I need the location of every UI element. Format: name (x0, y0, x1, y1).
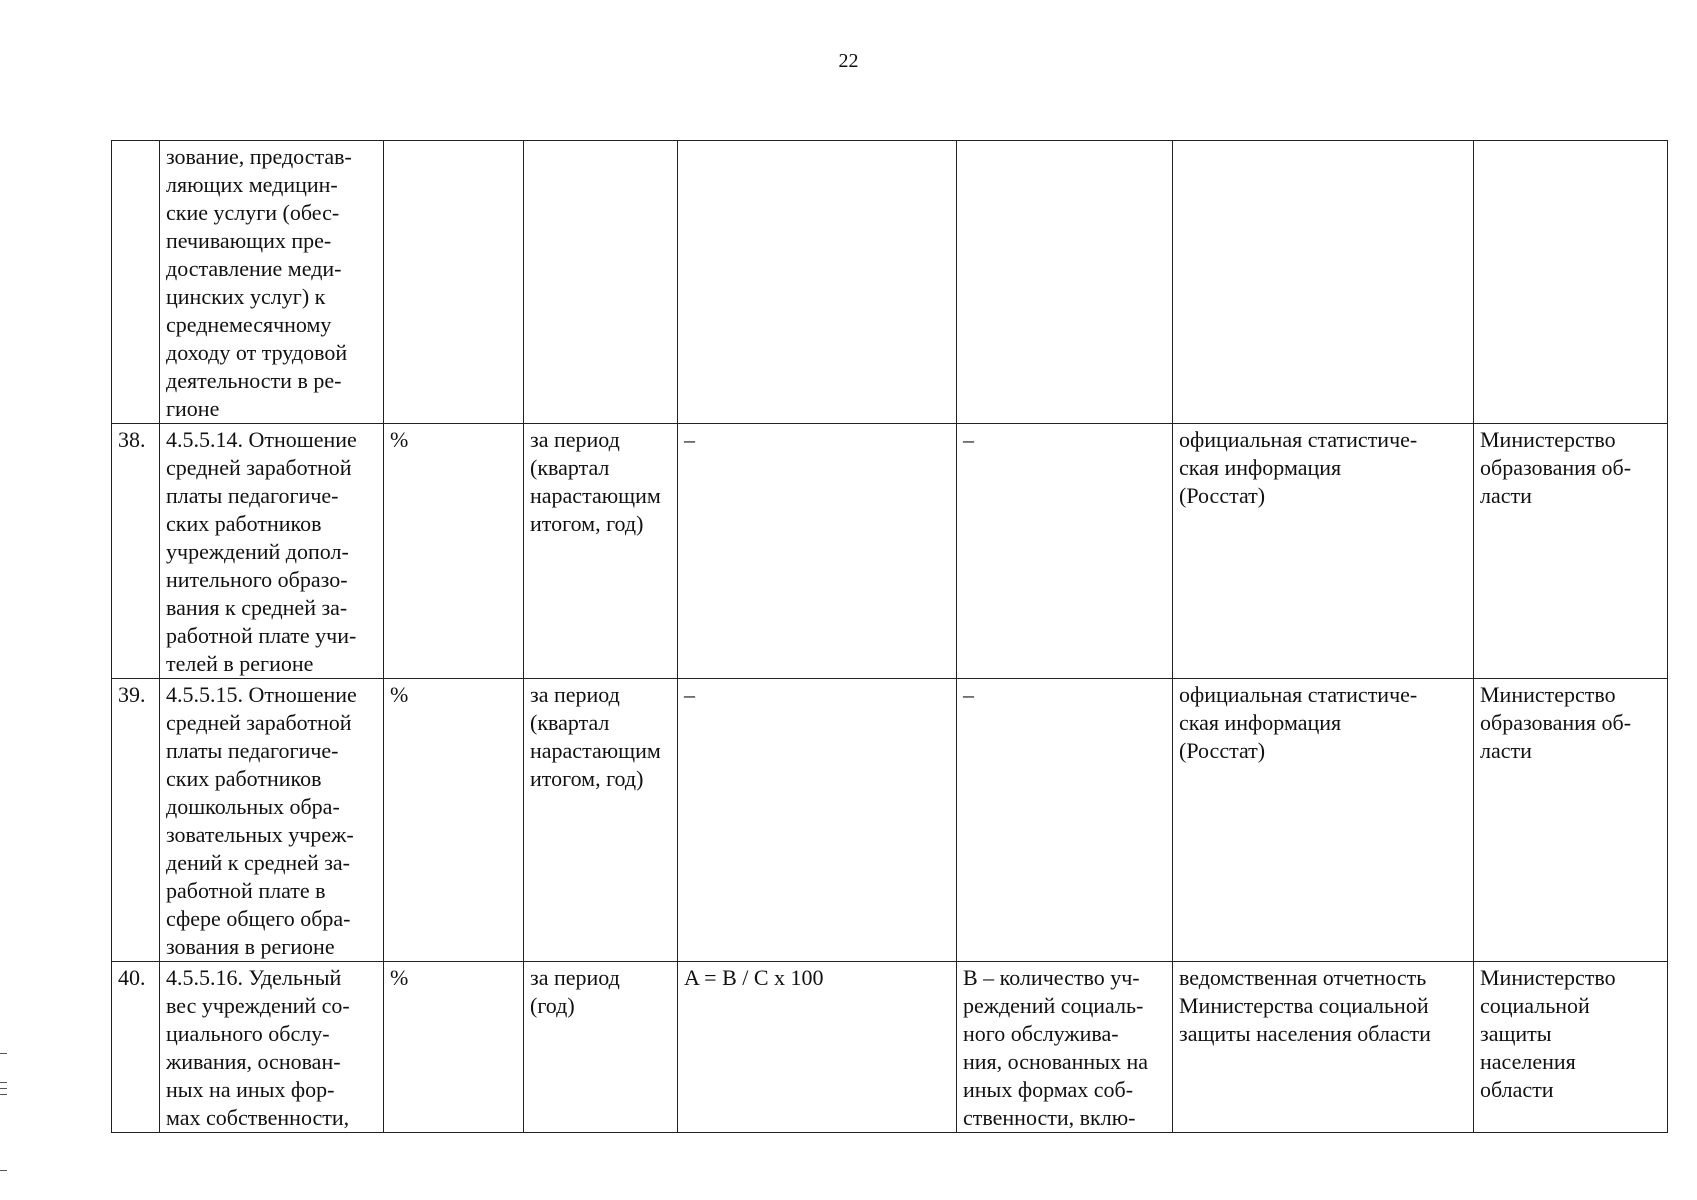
variables-cell: B – количество уч- реждений социаль- ного обслужива- ния, основанных на иных формах соб- ственности, вклю- (957, 962, 1173, 1133)
unit-cell (384, 141, 524, 424)
row-number (112, 141, 160, 424)
source-cell: официальная статистиче- ская информация (Росстат) (1173, 424, 1474, 679)
responsible-cell (1474, 141, 1668, 424)
period-cell (524, 141, 678, 424)
source-cell: ведомственная отчетность Министерства социальной защиты населения области (1173, 962, 1474, 1133)
indicator-cell: 4.5.5.14. Отношение средней заработной платы педагогиче- ских работников учреждений допол- нительного образо- вания к средней за- работной плате учи- телей в регионе (160, 424, 384, 679)
period-cell: за период (квартал нарастающим итогом, год) (524, 679, 678, 962)
unit-cell: % (384, 424, 524, 679)
indicator-cell: зование, предостав- ляющих медицин- ские услуги (обес- печивающих пре- доставление меди- цинских услуг) к среднемесячному доходу от трудовой деятельности в ре- гионе (160, 141, 384, 424)
variables-cell: – (957, 679, 1173, 962)
responsible-cell: Министерство образования об- ласти (1474, 679, 1668, 962)
source-cell (1173, 141, 1474, 424)
variables-cell: – (957, 424, 1173, 679)
table-row (112, 141, 1668, 424)
formula-cell (678, 141, 957, 424)
unit-cell: % (384, 962, 524, 1133)
source-cell: официальная статистиче- ская информация (Росстат) (1173, 679, 1474, 962)
indicator-cell: 4.5.5.15. Отношение средней заработной платы педагогиче- ских работников дошкольных обра- зовательных учреж- дений к средней за- работной плате в сфере общего обра- зования в регионе (160, 679, 384, 962)
margin-tick (0, 1088, 7, 1089)
row-number: 40. (112, 962, 160, 1133)
table-row (112, 962, 1668, 1133)
unit-cell: % (384, 679, 524, 962)
row-number: 38. (112, 424, 160, 679)
responsible-cell: Министерство социальной защиты населения области (1474, 962, 1668, 1133)
indicator-cell: 4.5.5.16. Удельный вес учреждений со- циального обслу- живания, основан- ных на иных фор- мах собственности, (160, 962, 384, 1133)
row-number: 39. (112, 679, 160, 962)
margin-tick (0, 1094, 7, 1095)
period-cell: за период (квартал нарастающим итогом, год) (524, 424, 678, 679)
formula-cell: A = B / C x 100 (678, 962, 957, 1133)
margin-tick (0, 1082, 7, 1083)
margin-tick (0, 1053, 7, 1054)
formula-cell: – (678, 679, 957, 962)
formula-cell: – (678, 424, 957, 679)
period-cell: за период (год) (524, 962, 678, 1133)
responsible-cell: Министерство образования об- ласти (1474, 424, 1668, 679)
table-row (112, 424, 1668, 679)
variables-cell (957, 141, 1173, 424)
indicators-table (111, 140, 1668, 1133)
margin-tick (0, 1170, 7, 1171)
table-row (112, 679, 1668, 962)
page-number: 22 (838, 50, 859, 72)
